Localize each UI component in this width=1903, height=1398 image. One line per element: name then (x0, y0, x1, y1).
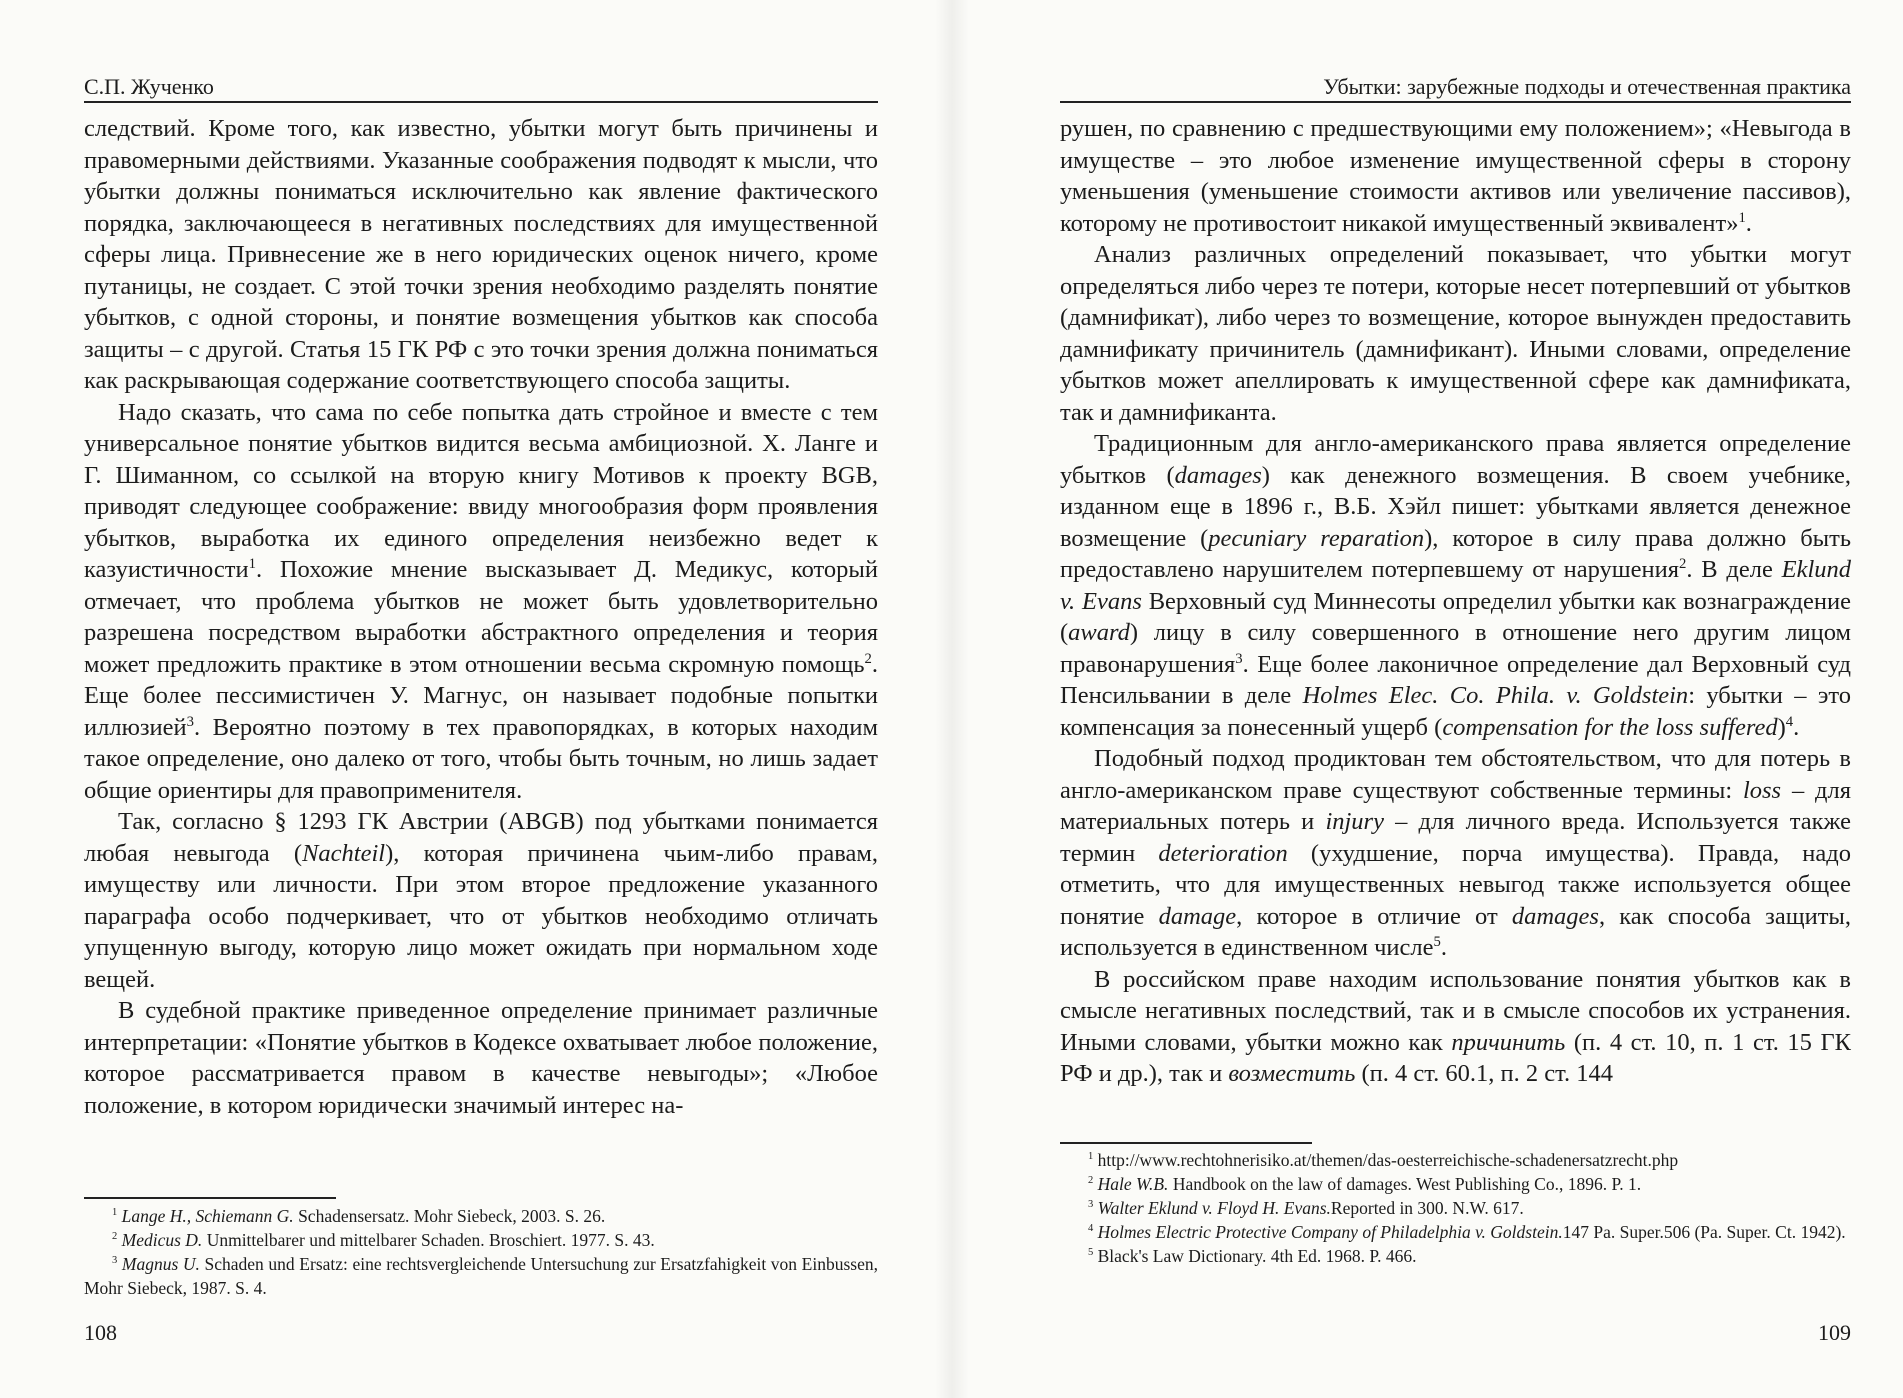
footnote: $^1$ Lange H., Schiemann G. Schadensersatz. Mohr Siebeck, 2003. S. 26. (112, 1206, 606, 1226)
right-footnotes (1060, 1148, 1851, 1268)
right-running-head: Убытки: зарубежные подходы и отечественная практика (1323, 74, 1851, 99)
left-body-text (84, 113, 878, 1121)
footnote-ref: 2 (1679, 555, 1687, 572)
footnote: $^4$ Holmes Electric Protective Company of Philadelphia v. Goldstein.147 Pa. Super.506 (Pa. Super. Ct. 1942). (1088, 1222, 1846, 1242)
right-paragraph-3: Традиционным для англо-американского права является определение убытков (damages) как денежного возмещения. В своем учебнике, изданном еще в 1896 г., В.Б. Хэйл пишет: убытками является денежное возмещение (pecuniary reparation), которое в силу права должно быть предоставлено нарушителем потерпевшему от нарушения$^2$. В деле Eklund v. Evans Верховный суд Миннесоты определил убытки как вознаграждение (award) лицу в силу совершенного в отношение него другим лицом правонарушения$^3$. Еще более лаконичное определение дал Верховный суд Пенсильвании в деле Holmes Elec. Co. Phila. v. Goldstein: убытки – это компенсация за понесенный ущерб (compensation for the loss suffered)$^4$. (1060, 430, 1852, 741)
left-page (0, 0, 951, 1398)
footnote: $^3$ Magnus U. Schaden und Ersatz: eine rechtsvergleichende Untersuchung zur Ersatzfahigkeit von Einbussen, Mohr Siebeck, 1987. S. 4. (84, 1254, 878, 1298)
footnote-ref: 3 (1235, 650, 1243, 667)
footnote-ref: 5 (1433, 933, 1441, 950)
left-paragraph-4: В судебной практике приведенное определение принимает различные интерпретации: «Понятие убытков в Кодексе охватывает любое положение, которое рассматривается правом в качестве невыгоды»; «Любое положение, в котором юридически значимый интерес на- (84, 997, 878, 1119)
left-paragraph-1: следствий. Кроме того, как известно, убытки могут быть причинены и правомерными действиями. Указанные соображения подводят к мысли, что убытки должны пониматься исключительно как явление фактического порядка, заключающееся в негативных последствиях для имущественной сферы лица. Привнесение же в него юридических оценок ничего, кроме путаницы, не создает. С этой точки зрения необходимо разделять понятие убытков, с одной стороны, и понятие возмещения убытков как способа защиты – с другой. Статья 15 ГК РФ с это точки зрения должна пониматься как раскрывающая содержание соответствующего способа защиты. (84, 115, 878, 394)
footnote: $^1$ http://www.rechtohnerisiko.at/themen/das-oesterreichische-schadenersatzrecht.php (1088, 1150, 1679, 1170)
footnote: $^3$ Walter Eklund v. Floyd H. Evans.Reported in 300. N.W. 617. (1088, 1198, 1524, 1218)
left-footnotes (84, 1204, 878, 1300)
footnote-ref: 1 (248, 555, 256, 572)
right-paragraph-4: Подобный подход продиктован тем обстоятельством, что для потерь в англо-американском праве существуют собственные термины: loss – для материальных потерь и injury – для личного вреда. Используется также термин deterioration (ухудшение, порча имущества). Правда, надо отметить, что для имущественных невыгод также используется общее понятие damage, которое в отличие от damages, как способа защиты, используется в единственном числе$^5$. (1060, 745, 1851, 961)
footnote: $^2$ Medicus D. Unmittelbarer und mittelbarer Schaden. Broschiert. 1977. S. 43. (112, 1230, 655, 1250)
right-page (951, 0, 1903, 1398)
footnote-ref: 2 (864, 650, 872, 667)
left-paragraph-2: Надо сказать, что сама по себе попытка дать стройное и вместе с тем универсальное понятие убытков видится весьма амбициозной. Х. Ланге и Г. Шиманном, со ссылкой на вторую книгу Мотивов к проекту BGB, приводят следующее соображение: ввиду многообразия форм проявления убытков, выработка их единого определения неизбежно ведет к казуистичности$^1$. Похожие мнение высказывает Д. Медикус, который отмечает, что проблема убытков не может быть удовлетворительно разрешена посредством выработки абстрактного определения и теория может предложить практике в этом отношении весьма скромную помощь$^2$. Еще более пессимистичен У. Магнус, он называет подобные попытки иллюзией$^3$. Вероятно поэтому в тех правопорядках, в которых находим такое определение, оно далеко от того, чтобы быть точным, но лишь задает общие ориентиры для правоприменителя. (84, 398, 878, 804)
left-footnote-rule (84, 1197, 336, 1199)
right-paragraph-2: Анализ различных определений показывает, что убытки могут определяться либо через те потери, которые несет потерпевший от убытков (дамнификат), либо через то возмещение, которое вынужден предоставить дамнификату причинитель (дамнификант). Иными словами, определение убытков может апеллировать к имущественной сфере как дамнификата, так и дамнификанта. (1060, 241, 1851, 426)
right-footnote-rule (1060, 1142, 1312, 1144)
footnote-ref: 1 (1738, 209, 1746, 226)
left-page-number: 108 (84, 1320, 117, 1345)
footnote: $^5$ Black's Law Dictionary. 4th Ed. 1968. P. 466. (1088, 1246, 1417, 1266)
left-paragraph-3: Так, согласно § 1293 ГК Австрии (ABGB) под убытками понимается любая невыгода (Nachteil), которая причинена чьим-либо правам, имуществу или личности. При этом второе предложение указанного параграфа особо подчеркивает, что от убытков необходимо отличать упущенную выгоду, которую лицо может ожидать при нормальном ходе вещей. (84, 808, 878, 993)
left-running-head: С.П. Жученко (84, 74, 214, 99)
footnote: $^2$ Hale W.B. Handbook on the law of damages. West Publishing Co., 1896. P. 1. (1088, 1174, 1642, 1194)
footnote-ref: 3 (186, 713, 194, 730)
right-paragraph-5: В российском праве находим использование понятия убытков как в смысле негативных последствий, так и в смысле способов их устранения. Иными словами, убытки можно как причинить (п. 4 ст. 10, п. 1 ст. 15 ГК РФ и др.), так и возместить (п. 4 ст. 60.1, п. 2 ст. 144 (1060, 965, 1851, 1087)
right-paragraph-1: рушен, по сравнению с предшествующими ему положением»; «Невыгода в имуществе – это любое изменение имущественной сферы в сторону уменьшения (уменьшение стоимости активов или увеличение пассивов), которому не противостоит никакой имущественный эквивалент»$^1$. (1060, 115, 1851, 237)
right-page-number: 109 (1818, 1320, 1851, 1345)
right-body-text (1060, 113, 1851, 1090)
footnote-ref: 4 (1785, 713, 1794, 730)
left-header-rule (84, 101, 878, 103)
right-header-rule (1060, 101, 1851, 103)
